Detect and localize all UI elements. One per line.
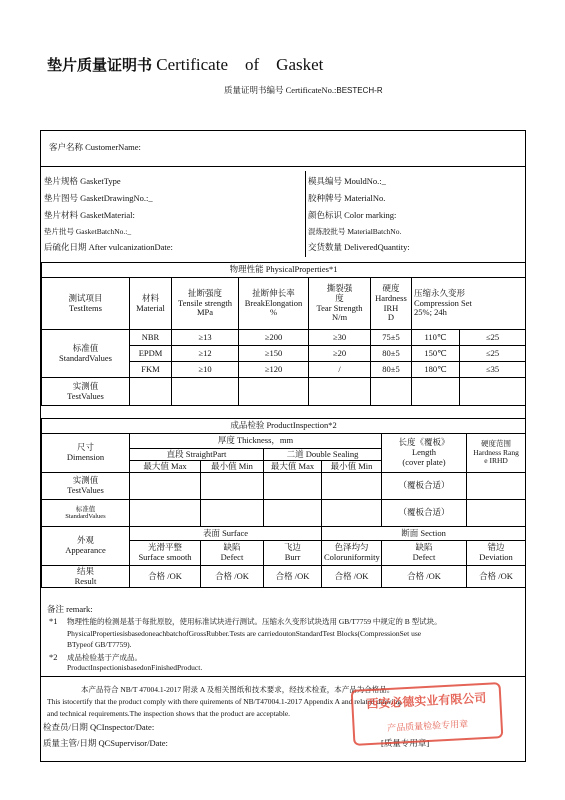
dimension-label: 尺寸 Dimension — [42, 434, 130, 473]
info-material: 垫片材料 GasketMaterial: — [44, 210, 135, 220]
info-material-no: 胶种牌号 MaterialNo. — [308, 193, 386, 203]
document-title — [47, 54, 323, 75]
surface-header: 表面 Surface — [130, 527, 322, 541]
qc-inspector: 检查员/日期 QCInspector/Date: — [43, 722, 155, 732]
physical-properties-table — [41, 262, 526, 406]
standard-values-label: 标准值 StandardValues — [42, 500, 130, 527]
col-tear: 撕裂强 度 Tear Strength N/m — [309, 278, 371, 330]
min-header: 最小值 Min — [201, 461, 264, 473]
cell: 150℃ — [412, 346, 460, 362]
hardness-range-header: 硬度范围 Hardness Rang e IRHD — [467, 434, 526, 473]
appearance-label: 外观 Appearance — [42, 527, 130, 566]
cell: ≥20 — [309, 346, 371, 362]
divider — [305, 171, 306, 257]
table-row — [42, 330, 526, 346]
remark-2-cn: 成品检验基于产成品。 — [67, 653, 142, 662]
straight-part-header: 直段 StraightPart — [130, 449, 264, 461]
appearance-color: 色泽均匀 Coloruniformity — [322, 541, 382, 566]
test-values-label: 实测值 TestValues — [42, 378, 130, 406]
cell: ≥12 — [172, 346, 239, 362]
certificate-number — [224, 84, 383, 96]
result-ok: 合格 /OK — [264, 566, 322, 588]
col-compression: 压缩永久变形 Compression Set 25%; 24h — [412, 278, 526, 330]
cell: EPDM — [130, 346, 172, 362]
col-tensile: 扯断强度 Tensile strength MPa — [172, 278, 239, 330]
thickness-header: 厚度 Thickness，mm — [130, 434, 382, 449]
result-ok: 合格 /OK — [467, 566, 526, 588]
result-label: 结果 Result — [42, 566, 130, 588]
physical-title: 物理性能 PhysicalProperties*1 — [42, 263, 526, 278]
result-ok: 合格 /OK — [201, 566, 264, 588]
table-row — [42, 566, 526, 588]
appearance-section-defect: 缺陷 Defect — [382, 541, 467, 566]
remark-2-en: ProductInspectionisbasedonFinishedProduct. — [67, 663, 203, 672]
col-test-items: 测试项目 TestItems — [42, 278, 130, 330]
cover-fit: （覆板合适） — [382, 500, 467, 527]
certno-label: 质量证明书编号 CertificateNo.: — [224, 85, 337, 95]
cell: ≥30 — [309, 330, 371, 346]
quality-inspection-stamp — [351, 682, 504, 746]
cell: 80±5 — [371, 346, 412, 362]
info-delivered-qty: 交货数量 DeliveredQuantity: — [308, 242, 410, 252]
remarks-title: 备注 remark: — [47, 604, 93, 614]
max-header: 最大值 Max — [264, 461, 322, 473]
section-header: 断面 Section — [322, 527, 526, 541]
remark-1-en: PhysicalPropertiesisbasedoneachbatchofGrossRubber.Tests are carriedoutonStandardTest Blocks(CompressionSet use — [67, 629, 422, 638]
certificate-frame — [40, 130, 526, 762]
statement-en-1: This istocertify that the product comply with there quirements of NB/T47004.1-2017 Appendix A and related drawing — [47, 697, 402, 706]
result-ok: 合格 /OK — [322, 566, 382, 588]
remark-1-number: *1 — [49, 616, 58, 626]
max-header: 最大值 Max — [130, 461, 201, 473]
divider — [41, 676, 525, 677]
standard-values-label: 标准值 StandardValues — [42, 330, 130, 378]
cell: ≤25 — [460, 330, 526, 346]
col-hardness: 硬度 Hardness IRH D — [371, 278, 412, 330]
length-header: 长度《覆板》 Length (cover plate) — [382, 434, 467, 473]
remark-1-en2: BTypeof GB/T7759). — [67, 640, 132, 649]
appearance-defect: 缺陷 Defect — [201, 541, 264, 566]
min-header: 最小值 Min — [322, 461, 382, 473]
col-material: 材料 Material — [130, 278, 172, 330]
table-row — [42, 500, 526, 527]
cell: NBR — [130, 330, 172, 346]
info-vulcanization-date: 后硫化日期 After vulcanizationDate: — [44, 242, 173, 252]
cell: ≥150 — [239, 346, 309, 362]
cell: ≥200 — [239, 330, 309, 346]
table-row — [42, 473, 526, 500]
remark-2-number: *2 — [49, 652, 58, 662]
info-color-marking: 颜色标识 Color marking: — [308, 210, 397, 220]
col-elongation: 扯断伸长率 BreakElongation % — [239, 278, 309, 330]
cell: / — [309, 362, 371, 378]
product-title: 成品检验 ProductInspection*2 — [42, 419, 526, 434]
info-material-batch: 混炼胶批号 MaterialBatchNo. — [308, 227, 402, 236]
title-cn: 垫片质量证明书 — [47, 56, 153, 74]
remark-1-cn: 物理性能的检测是基于每批原胶，使用标准试块进行测试。压缩永久变形试块选用 GB/T7759 中规定的 B 型试块。 — [67, 617, 442, 626]
quality-seal-label: [质量专用章] — [381, 738, 430, 748]
cover-fit: （覆板合适） — [382, 473, 467, 500]
product-inspection-table — [41, 418, 526, 588]
divider — [41, 166, 525, 167]
qc-supervisor: 质量主管/日期 QCSupervisor/Date: — [43, 738, 168, 748]
certno-value: BESTECH-R — [336, 86, 383, 95]
cell: FKM — [130, 362, 172, 378]
cell: ≥120 — [239, 362, 309, 378]
info-gasket-type: 垫片规格 GasketType — [44, 176, 121, 186]
appearance-smooth: 光滑平整 Surface smooth — [130, 541, 201, 566]
cell: ≥13 — [172, 330, 239, 346]
result-ok: 合格 /OK — [382, 566, 467, 588]
stamp-company: 西安必德实业有限公司 — [366, 690, 487, 712]
appearance-burr: 飞边 Burr — [264, 541, 322, 566]
stamp-purpose: 产品质量检验专用章 — [386, 719, 469, 735]
cell: 180℃ — [412, 362, 460, 378]
appearance-deviation: 错边 Deviation — [467, 541, 526, 566]
cell: 80±5 — [371, 362, 412, 378]
result-ok: 合格 /OK — [130, 566, 201, 588]
test-values-label: 实测值 TestValues — [42, 473, 130, 500]
title-en: Certificate of Gasket — [156, 55, 324, 74]
cell: ≥10 — [172, 362, 239, 378]
info-batch-no: 垫片批号 GasketBatchNo.:_ — [44, 227, 132, 236]
table-row — [42, 378, 526, 406]
cell: ≤25 — [460, 346, 526, 362]
double-sealing-header: 二道 Double Sealing — [264, 449, 382, 461]
cell: 75±5 — [371, 330, 412, 346]
info-mould-no: 模具编号 MouldNo.:_ — [308, 176, 386, 186]
customer-name-label: 客户名称 CustomerName: — [49, 142, 141, 152]
statement-en-2: and technical requirements.The inspection shows that the product are acceptable. — [47, 709, 291, 718]
cell: ≤35 — [460, 362, 526, 378]
info-drawing-no: 垫片图号 GasketDrawingNo.:_ — [44, 193, 153, 203]
cell: 110℃ — [412, 330, 460, 346]
statement-cn: 本产品符合 NB/T 47004.1-2017 附录 A 及相关图纸和技术要求，经技术检查，本产品为合格品。 — [81, 685, 395, 694]
